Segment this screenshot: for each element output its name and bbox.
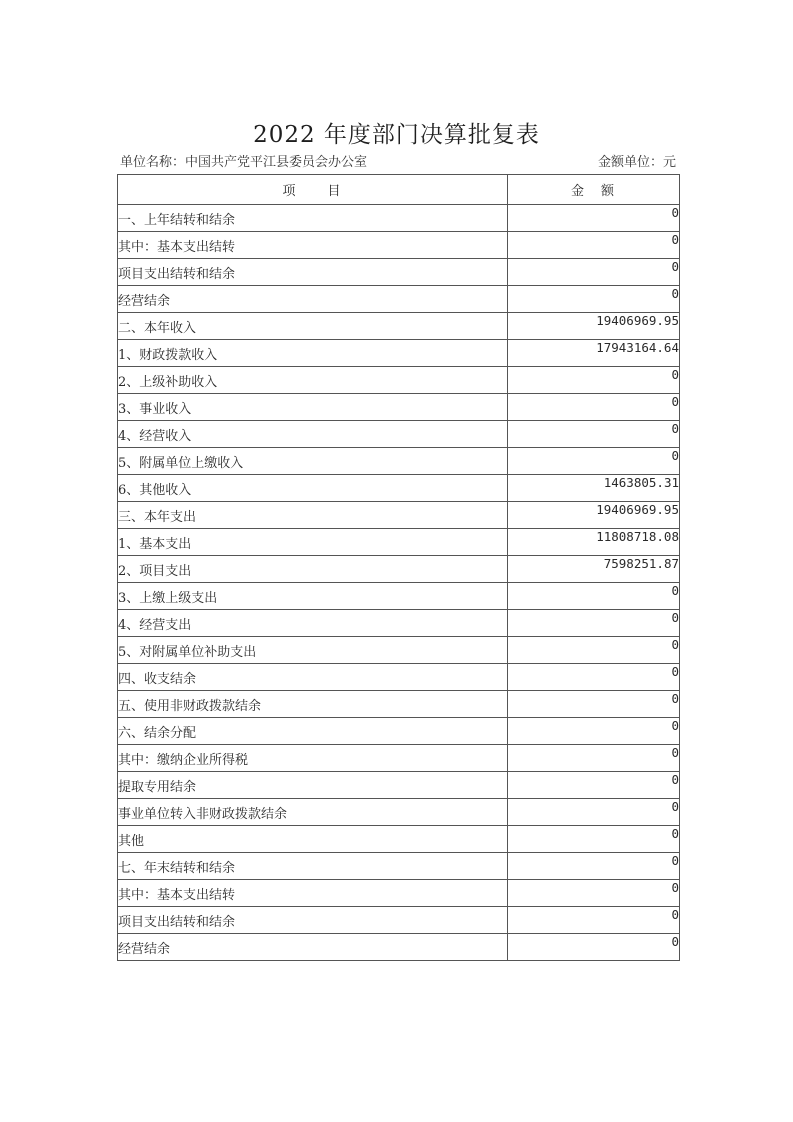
row-amount: 0 — [508, 394, 680, 421]
row-amount: 1463805.31 — [508, 475, 680, 502]
table-row — [118, 394, 680, 421]
table-row — [118, 772, 680, 799]
table-row — [118, 826, 680, 853]
table-row — [118, 502, 680, 529]
row-item-label: 5、附属单位上缴收入 — [118, 448, 508, 475]
table-row — [118, 610, 680, 637]
document-title: 2022 年度部门决算批复表 — [253, 122, 540, 148]
row-amount: 0 — [508, 799, 680, 826]
row-amount: 0 — [508, 232, 680, 259]
table-row — [118, 799, 680, 826]
row-amount: 17943164.64 — [508, 340, 680, 367]
table-row — [118, 880, 680, 907]
row-amount: 0 — [508, 421, 680, 448]
currency-unit-label: 金额单位：元 — [597, 155, 676, 170]
row-amount: 0 — [508, 880, 680, 907]
table-row — [118, 583, 680, 610]
row-amount: 0 — [508, 664, 680, 691]
row-amount: 0 — [508, 826, 680, 853]
row-item-label: 六、结余分配 — [118, 718, 508, 745]
table-row — [118, 259, 680, 286]
row-item-label: 提取专用结余 — [118, 772, 508, 799]
row-amount: 7598251.87 — [508, 556, 680, 583]
row-amount: 0 — [508, 205, 680, 232]
table-row — [118, 718, 680, 745]
table-row — [118, 448, 680, 475]
row-item-label: 5、对附属单位补助支出 — [118, 637, 508, 664]
column-header-amount: 金 额 — [508, 175, 680, 205]
row-amount: 0 — [508, 853, 680, 880]
row-item-label: 三、本年支出 — [118, 502, 508, 529]
row-item-label: 项目支出结转和结余 — [118, 259, 508, 286]
table-row — [118, 664, 680, 691]
table-row — [118, 205, 680, 232]
row-item-label: 二、本年收入 — [118, 313, 508, 340]
row-item-label: 4、经营收入 — [118, 421, 508, 448]
row-amount: 19406969.95 — [508, 502, 680, 529]
column-header-item: 项 目 — [118, 175, 508, 205]
row-amount: 0 — [508, 367, 680, 394]
row-amount: 0 — [508, 907, 680, 934]
row-item-label: 其中：基本支出结转 — [118, 232, 508, 259]
meta-row — [120, 151, 676, 171]
table-row — [118, 475, 680, 502]
row-amount: 0 — [508, 610, 680, 637]
row-item-label: 其中：缴纳企业所得税 — [118, 745, 508, 772]
table-row — [118, 421, 680, 448]
row-item-label: 四、收支结余 — [118, 664, 508, 691]
table-row — [118, 556, 680, 583]
row-amount: 0 — [508, 718, 680, 745]
row-item-label: 其中：基本支出结转 — [118, 880, 508, 907]
row-amount: 19406969.95 — [508, 313, 680, 340]
row-item-label: 1、财政拨款收入 — [118, 340, 508, 367]
approval-table — [117, 174, 680, 961]
table-row — [118, 853, 680, 880]
row-item-label: 一、上年结转和结余 — [118, 205, 508, 232]
table-row — [118, 286, 680, 313]
row-amount: 0 — [508, 286, 680, 313]
row-amount: 0 — [508, 934, 680, 961]
row-item-label: 事业单位转入非财政拨款结余 — [118, 799, 508, 826]
table-body — [118, 205, 680, 961]
row-item-label: 经营结余 — [118, 934, 508, 961]
table-header-row — [118, 175, 680, 205]
row-item-label: 经营结余 — [118, 286, 508, 313]
row-amount: 0 — [508, 637, 680, 664]
row-item-label: 4、经营支出 — [118, 610, 508, 637]
row-amount: 11808718.08 — [508, 529, 680, 556]
row-item-label: 3、事业收入 — [118, 394, 508, 421]
row-item-label: 2、项目支出 — [118, 556, 508, 583]
row-amount: 0 — [508, 772, 680, 799]
row-item-label: 3、上缴上级支出 — [118, 583, 508, 610]
table-row — [118, 745, 680, 772]
table-row — [118, 907, 680, 934]
table-row — [118, 313, 680, 340]
table-row — [118, 340, 680, 367]
row-item-label: 其他 — [118, 826, 508, 853]
table-row — [118, 529, 680, 556]
table-row — [118, 367, 680, 394]
table-row — [118, 934, 680, 961]
row-item-label: 七、年末结转和结余 — [118, 853, 508, 880]
row-amount: 0 — [508, 691, 680, 718]
row-item-label: 项目支出结转和结余 — [118, 907, 508, 934]
row-amount: 0 — [508, 448, 680, 475]
table-row — [118, 232, 680, 259]
row-item-label: 1、基本支出 — [118, 529, 508, 556]
row-amount: 0 — [508, 583, 680, 610]
table-row — [118, 637, 680, 664]
row-amount: 0 — [508, 745, 680, 772]
row-item-label: 五、使用非财政拨款结余 — [118, 691, 508, 718]
row-item-label: 2、上级补助收入 — [118, 367, 508, 394]
row-amount: 0 — [508, 259, 680, 286]
table-row — [118, 691, 680, 718]
row-item-label: 6、其他收入 — [118, 475, 508, 502]
unit-name-label: 单位名称：中国共产党平江县委员会办公室 — [120, 155, 368, 170]
